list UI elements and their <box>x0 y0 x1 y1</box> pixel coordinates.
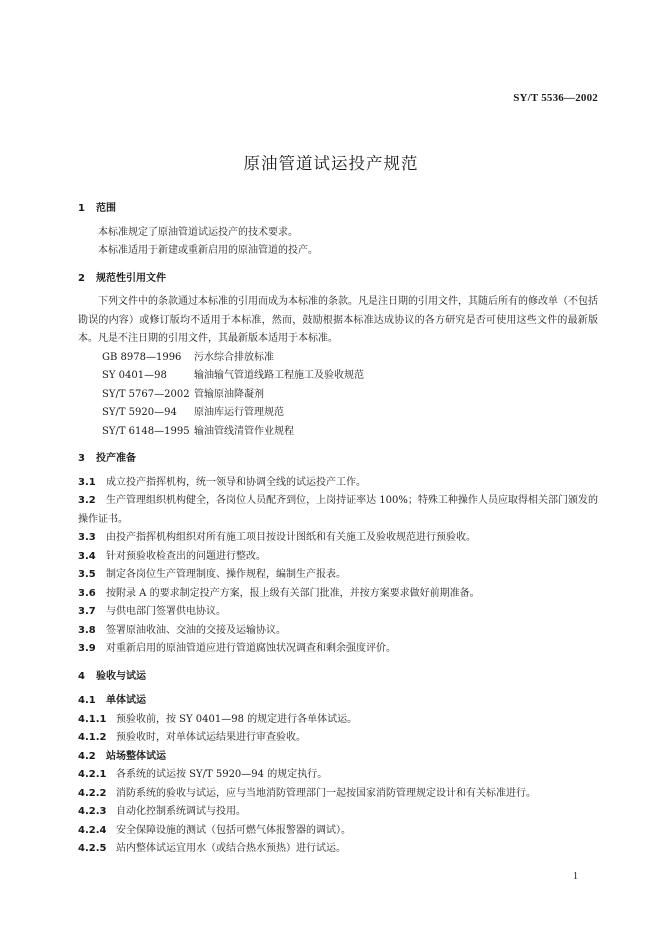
reference-title: 输油输气管道线路工程施工及验收规范 <box>194 370 364 381</box>
section-title: 验收与试运 <box>96 670 146 682</box>
clause <box>78 474 598 493</box>
clause-number: 3.4 <box>78 550 96 562</box>
reference-title: 原油库运行管理规范 <box>194 407 284 418</box>
clause-text: 各系统的试运按 SY/T 5920—94 的规定执行。 <box>116 769 328 780</box>
section-2-heading <box>78 270 598 289</box>
paragraph: 本标准规定了原油管道试运投产的技术要求。 <box>98 226 298 238</box>
clause-number: 4.1.1 <box>78 713 107 725</box>
reference-item <box>78 386 598 405</box>
subsection-title: 站场整体试运 <box>106 750 166 762</box>
reference-code: SY 0401—98 <box>102 370 167 381</box>
reference-code: SY/T 6148—1995 <box>102 425 190 437</box>
section-number: 1 <box>78 203 85 214</box>
reference-code: GB 8978—1996 <box>102 351 182 363</box>
clause <box>78 585 598 604</box>
clause <box>78 622 598 641</box>
section-3-heading <box>78 450 598 469</box>
clause <box>78 766 598 785</box>
document-body <box>78 200 598 859</box>
subsection-number: 4.1 <box>78 695 96 706</box>
section-title: 规范性引用文件 <box>96 272 166 284</box>
clause-number: 3.9 <box>78 643 96 654</box>
clause-number: 3.8 <box>78 624 96 636</box>
clause-text: 成立投产指挥机构，统一领导和协调全线的试运投产工作。 <box>106 476 366 488</box>
clause <box>78 603 598 622</box>
reference-code: SY/T 5920—94 <box>102 407 177 418</box>
subsection-4-1-heading <box>78 692 598 711</box>
clause-number: 3.1 <box>78 476 96 488</box>
clause <box>78 529 598 548</box>
clause-number: 4.2.4 <box>78 824 107 836</box>
clause-text: 生产管理组织机构健全，各岗位人员配齐到位，上岗持证率达 100%；特殊工种操作人员应取得相关部门颁发的操作证书。 <box>78 495 598 525</box>
section-number: 2 <box>78 272 85 284</box>
page-number: 1 <box>573 871 578 882</box>
clause <box>78 711 598 730</box>
clause <box>78 729 598 748</box>
clause-number: 3.3 <box>78 532 96 543</box>
section-number: 4 <box>78 670 85 682</box>
section-title: 范围 <box>96 203 116 214</box>
clause-text: 预验收前，按 SY 0401—98 的规定进行各单体试运。 <box>116 713 358 725</box>
reference-item <box>78 423 598 442</box>
clause-number: 4.2.1 <box>78 769 107 780</box>
clause <box>78 822 598 841</box>
reference-title: 污水综合排放标准 <box>194 351 274 363</box>
clause-number: 3.2 <box>78 495 96 506</box>
clause <box>78 566 598 585</box>
clause-text: 安全保障设施的测试（包括可燃气体报警器的调试）。 <box>116 824 351 836</box>
clause-text: 由投产指挥机构组织对所有施工项目按设计图纸和有关施工及验收规范进行预验收。 <box>106 532 476 543</box>
reference-item <box>78 404 598 423</box>
clause <box>78 840 598 859</box>
clause-text: 预验收时，对单体试运结果进行审查验收。 <box>116 732 306 743</box>
clause-text: 对重新启用的原油管道应进行管道腐蚀状况调查和剩余强度评价。 <box>106 643 396 654</box>
clause-number: 4.2.2 <box>78 787 107 799</box>
clause <box>78 785 598 804</box>
section-number: 3 <box>78 453 85 464</box>
clause <box>78 492 598 529</box>
reference-item <box>78 367 598 386</box>
reference-item <box>78 349 598 368</box>
document-title: 原油管道试运投产规范 <box>243 154 419 173</box>
subsection-4-2-heading <box>78 748 598 767</box>
clause-text: 签署原油收油、交油的交接及运输协议。 <box>106 624 286 636</box>
paragraph: 本标准适用于新建或重新启用的原油管道的投产。 <box>98 245 318 256</box>
reference-title: 管输原油降凝剂 <box>194 388 264 400</box>
subsection-number: 4.2 <box>78 750 96 762</box>
clause-number: 4.1.2 <box>78 732 107 743</box>
clause-text: 针对预验收检查出的问题进行整改。 <box>106 550 266 562</box>
reference-code: SY/T 5767—2002 <box>102 388 190 400</box>
clause-number: 3.5 <box>78 569 96 580</box>
section-4-heading <box>78 668 598 687</box>
clause-text: 按附录 A 的要求制定投产方案，报上级有关部门批准，并按方案要求做好前期准备。 <box>106 587 480 599</box>
clause-number: 3.6 <box>78 587 96 599</box>
clause-number: 4.2.5 <box>78 843 107 854</box>
paragraph: 下列文件中的条款通过本标准的引用而成为本标准的条款。凡是注日期的引用文件，其随后所有的修改单（不包括勘误的内容）或修订版均不适用于本标准，然而，鼓励根据本标准达成协议的各方研究是否可使用这些文件的最新版本。凡是不注日期的引用文件，其最新版本适用于本标准。 <box>78 296 598 344</box>
clause-text: 消防系统的验收与试运，应与当地消防管理部门一起按国家消防管理规定设计和有关标准进行。 <box>116 787 536 799</box>
clause <box>78 548 598 567</box>
clause-text: 制定各岗位生产管理制度、操作规程，编制生产报表。 <box>106 569 346 580</box>
clause-number: 4.2.3 <box>78 806 107 817</box>
section-1-heading <box>78 200 598 219</box>
section-title: 投产准备 <box>96 453 136 464</box>
clause-number: 3.7 <box>78 606 96 617</box>
clause-text: 与供电部门签署供电协议。 <box>106 606 226 617</box>
clause <box>78 803 598 822</box>
clause-text: 站内整体试运宜用水（或结合热水预热）进行试运。 <box>116 843 346 854</box>
reference-title: 输油管线清管作业规程 <box>194 425 294 437</box>
clause <box>78 640 598 659</box>
clause-text: 自动化控制系统调试与投用。 <box>116 806 246 817</box>
standard-number: SY/T 5536—2002 <box>513 92 598 104</box>
subsection-title: 单体试运 <box>106 695 146 706</box>
